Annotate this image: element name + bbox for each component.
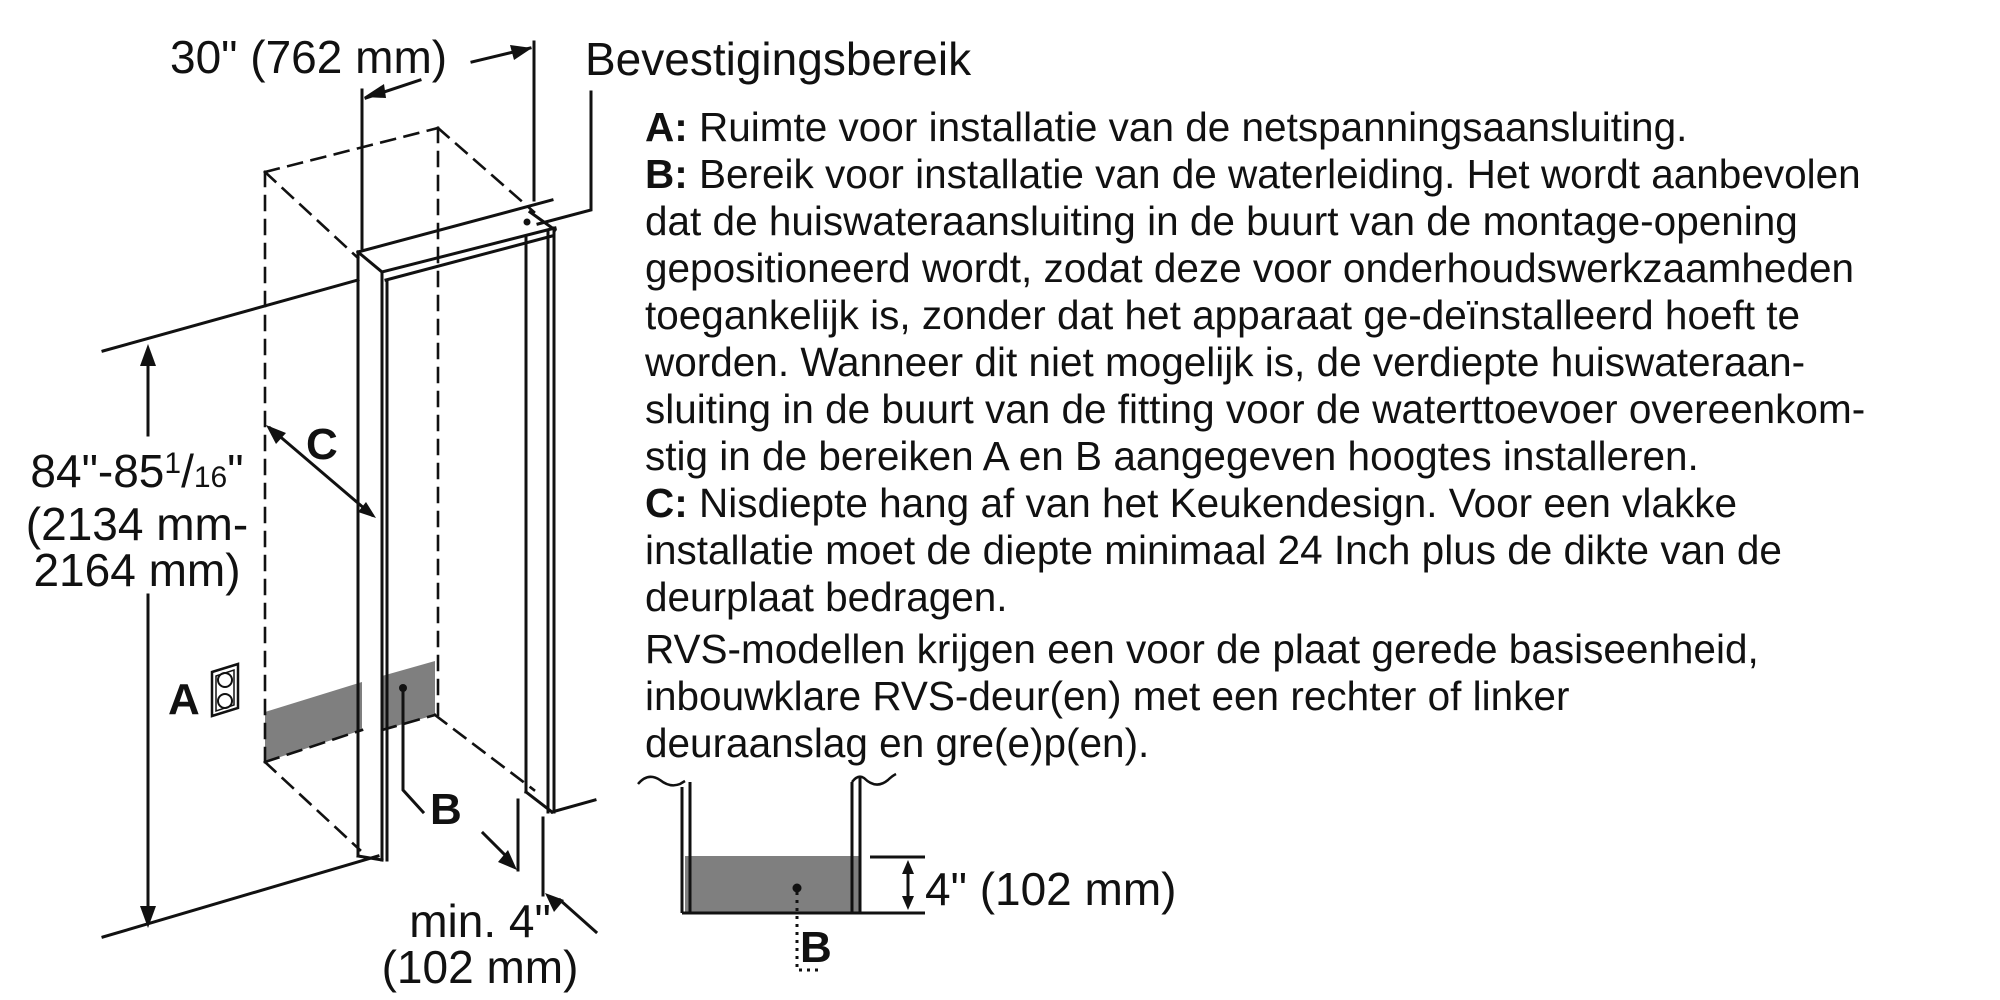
min-gap-label: min. 4" (102 mm): [381, 895, 579, 993]
power-outlet-icon: [212, 664, 238, 716]
legend-item-a: A: Ruimte voor installatie van de netspanningsaansluiting.: [645, 104, 1688, 150]
arrow-head-icon: [364, 84, 386, 98]
height-label-line3: 2164 mm): [33, 544, 241, 596]
legend-c-line: deurplaat bedragen.: [645, 574, 1008, 620]
arrow-head-icon: [498, 850, 517, 870]
detail-height-label: 4" (102 mm): [925, 863, 1177, 915]
legend-note-line: RVS-modellen krijgen een voor de plaat gerede basiseenheid,: [645, 626, 1759, 672]
arrow-down-icon: [902, 896, 914, 910]
height-label-line1: $84"-85^1/16$": [30, 445, 244, 497]
marker-c: C: [306, 420, 338, 469]
legend-item-b: B: Bereik voor installatie van de waterleiding. Het wordt aanbevolen: [645, 151, 1861, 197]
arrow-up-icon: [902, 860, 914, 874]
height-label-line2: (2134 mm-: [25, 498, 249, 550]
legend-item-c: C: Nisdiepte hang af van het Keukendesign. Voor een vlakke: [645, 480, 1737, 526]
water-point-dot: [793, 884, 802, 893]
legend-b-line: stig in de bereiken A en B aangegeven hoogtes installeren.: [645, 433, 1699, 479]
legend-note-line: inbouwklare RVS-deur(en) met een rechter of linker: [645, 673, 1570, 719]
ceiling-line: [103, 280, 358, 351]
legend-b-line: toegankelijk is, zonder dat het apparaat ge-deïnstalleerd hoeft te: [645, 292, 1801, 338]
water-zone-b: [265, 661, 435, 762]
legend-note-line: deuraanslag en gre(e)p(en).: [645, 720, 1150, 766]
marker-a: A: [168, 675, 200, 724]
mount-point-dot: [524, 219, 531, 226]
legend-b-line: gepositioneerd wordt, zodat deze voor onderhoudswerkzaamheden: [645, 245, 1855, 291]
floor-line: [103, 856, 378, 937]
detail-section: [638, 774, 925, 913]
arrow-up-icon: [140, 344, 156, 366]
marker-b: B: [430, 785, 462, 834]
legend-b-line: dat de huiswateraansluiting in de buurt van de montage-opening: [645, 198, 1798, 244]
detail-marker-b: B: [800, 923, 832, 972]
mount-area-leader: [538, 92, 591, 224]
arrow-head-icon: [266, 425, 286, 444]
legend-b-line: worden. Wanneer dit niet mogelijk is, de verdiepte huiswateraan-: [645, 339, 1806, 385]
legend-b-line: sluiting in de buurt van de fitting voor de waterttoevoer overeenkom-: [645, 386, 1866, 432]
appliance-panel: [358, 200, 595, 860]
height-dimension-label: [22, 445, 252, 596]
width-dimension-label: 30" (762 mm): [170, 31, 448, 83]
legend-c-line: installatie moet de diepte minimaal 24 Inch plus de dikte van de: [645, 527, 1782, 573]
legend: [645, 104, 1995, 767]
mount-area-label: Bevestigingsbereik: [585, 33, 972, 85]
